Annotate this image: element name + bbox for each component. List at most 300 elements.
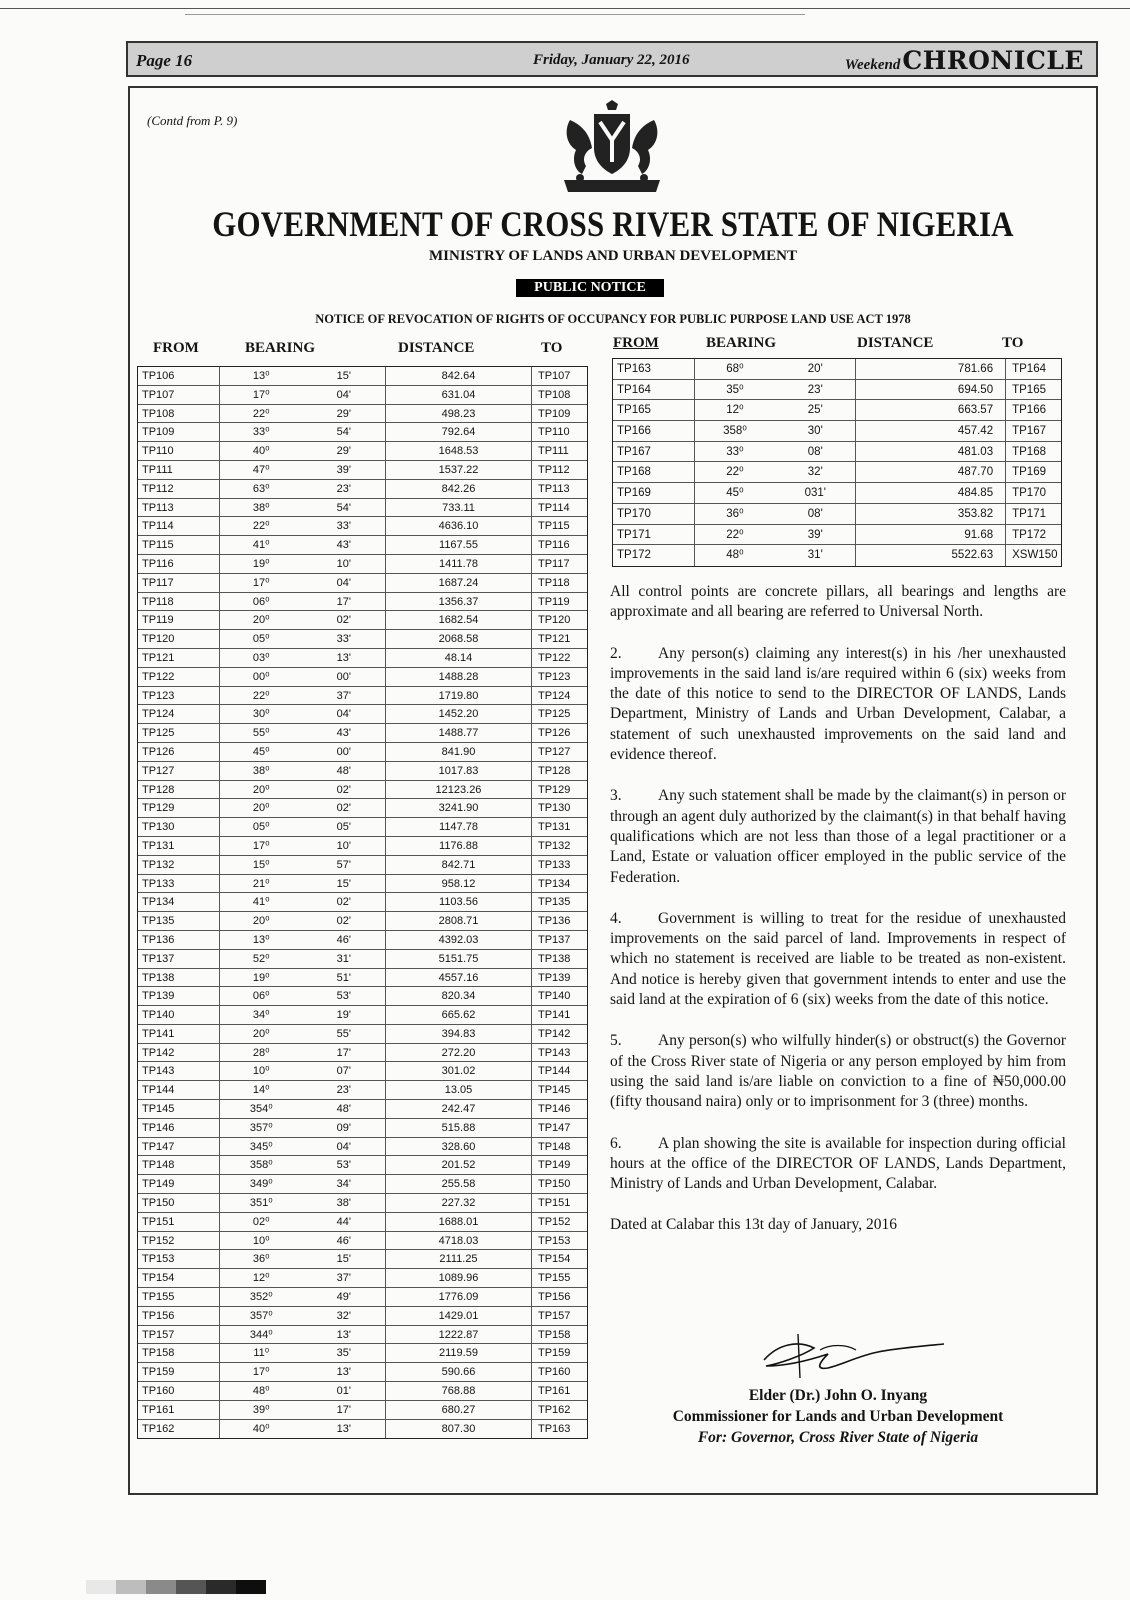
- from-cell: TP148: [138, 1156, 220, 1174]
- table-row: [138, 593, 587, 612]
- bearing-cell: [220, 1420, 386, 1439]
- to-cell: TP158: [538, 1328, 571, 1341]
- to-cell: TP170: [1012, 487, 1046, 500]
- table-row: [138, 987, 587, 1006]
- bearing-minutes: 31': [807, 549, 823, 562]
- bearing-degrees: 05⁰: [252, 821, 270, 834]
- to-cell: TP119: [538, 595, 570, 608]
- distance-cell: 1089.96: [386, 1269, 532, 1287]
- to-cell: TP135: [538, 896, 571, 909]
- from-cell: TP169: [613, 483, 695, 503]
- distance-cell: 12123.26: [386, 781, 532, 799]
- distance-cell: 733.11: [386, 499, 532, 517]
- bearing-degrees: 357⁰: [249, 1309, 273, 1322]
- bearing-degrees: 349⁰: [249, 1178, 273, 1191]
- from-cell: TP166: [613, 421, 695, 441]
- bearing-degrees: 19⁰: [252, 557, 270, 570]
- from-cell: TP114: [138, 517, 220, 535]
- bearing-degrees: 40⁰: [252, 1422, 270, 1435]
- from-cell: TP111: [138, 461, 220, 479]
- distance-cell: 301.02: [386, 1062, 532, 1080]
- bearing-degrees: 38⁰: [252, 764, 270, 777]
- right-col-to: TO: [1002, 335, 1024, 351]
- bearing-degrees: 06⁰: [252, 990, 270, 1003]
- table-row: [138, 574, 587, 593]
- bearing-cell: [220, 687, 386, 705]
- table-row: [138, 743, 587, 762]
- table-row: [138, 799, 587, 818]
- table-row: [138, 461, 587, 480]
- left-col-from: FROM: [153, 340, 199, 356]
- bearing-minutes: 02': [336, 783, 351, 796]
- bearing-cell: [220, 461, 386, 479]
- to-cell: TP133: [538, 858, 571, 871]
- to-cell: TP108: [538, 388, 571, 401]
- bearing-cell: [695, 442, 857, 462]
- distance-cell: 3241.90: [386, 799, 532, 817]
- bearing-minutes: 08': [807, 507, 823, 520]
- to-cell: TP111: [538, 445, 569, 458]
- table-row: [138, 499, 587, 518]
- to-cell: TP164: [1012, 363, 1046, 375]
- bearing-cell: [220, 987, 386, 1005]
- from-cell: TP162: [138, 1420, 220, 1439]
- table-row: [138, 1344, 587, 1363]
- from-cell: TP149: [138, 1175, 220, 1193]
- from-cell: TP156: [138, 1307, 220, 1325]
- left-survey-table: [137, 366, 588, 1439]
- bearing-cell: [220, 574, 386, 592]
- distance-cell: 2119.59: [386, 1344, 532, 1362]
- to-cell: TP137: [538, 933, 571, 946]
- bearing-degrees: 22⁰: [252, 520, 270, 533]
- bearing-minutes: 02': [336, 915, 351, 928]
- bearing-minutes: 53': [336, 1159, 351, 1172]
- table-row: [138, 893, 587, 912]
- bearing-minutes: 04': [336, 1140, 351, 1153]
- bearing-minutes: 04': [336, 708, 351, 721]
- distance-cell: 515.88: [386, 1119, 532, 1137]
- to-cell: TP107: [538, 370, 571, 382]
- bearing-degrees: 21⁰: [252, 877, 270, 890]
- from-cell: TP128: [138, 781, 220, 799]
- from-cell: TP107: [138, 386, 220, 404]
- bearing-degrees: 22⁰: [726, 466, 744, 479]
- table-row: [138, 1363, 587, 1382]
- from-cell: TP123: [138, 687, 220, 705]
- bearing-cell: [220, 1156, 386, 1174]
- bearing-degrees: 36⁰: [726, 507, 744, 520]
- bearing-cell: [220, 442, 386, 460]
- table-row: [138, 1044, 587, 1063]
- bearing-cell: [220, 1081, 386, 1099]
- table-row: [138, 1250, 587, 1269]
- from-cell: TP108: [138, 405, 220, 423]
- ministry-name: MINISTRY OF LANDS AND URBAN DEVELOPMENT: [429, 248, 797, 264]
- from-cell: TP159: [138, 1363, 220, 1381]
- bearing-degrees: 22⁰: [252, 407, 270, 420]
- to-cell: TP138: [538, 952, 571, 965]
- from-cell: TP134: [138, 893, 220, 911]
- distance-cell: 91.68: [856, 525, 1006, 545]
- bearing-cell: [695, 504, 857, 524]
- distance-cell: 1176.88: [386, 837, 532, 855]
- from-cell: TP144: [138, 1081, 220, 1099]
- signature-block: [610, 1385, 1066, 1448]
- to-cell: TP123: [538, 670, 571, 683]
- bearing-minutes: 43': [336, 539, 351, 552]
- bearing-minutes: 08': [807, 445, 823, 458]
- table-row: [138, 1382, 587, 1401]
- bearing-minutes: 10': [336, 557, 351, 570]
- paragraph-4-text: Government is willing to treat for the residue of unexhausted improvements on the said parcel of land. Improvements in respect of which no statement is received are liable to be treated as non-existent. And notice is hereby given that government intends to enter and use the said land at the expiration of 6 (six) weeks from the date of this notice.: [610, 909, 1066, 1009]
- table-row: [138, 705, 587, 724]
- distance-cell: 353.82: [856, 504, 1006, 524]
- bearing-degrees: 20⁰: [252, 614, 270, 627]
- from-cell: TP164: [613, 380, 695, 400]
- from-cell: TP172: [613, 545, 695, 566]
- bearing-cell: [220, 630, 386, 648]
- bearing-cell: [220, 969, 386, 987]
- bearing-cell: [220, 912, 386, 930]
- from-cell: TP160: [138, 1382, 220, 1400]
- bearing-cell: [220, 893, 386, 911]
- table-row: [613, 545, 1061, 566]
- table-row: [138, 1307, 587, 1326]
- bearing-cell: [695, 380, 857, 400]
- from-cell: TP126: [138, 743, 220, 761]
- from-cell: TP135: [138, 912, 220, 930]
- bearing-minutes: 37': [336, 689, 351, 702]
- bearing-degrees: 11⁰: [253, 1347, 270, 1360]
- from-cell: TP125: [138, 724, 220, 742]
- table-row: [138, 856, 587, 875]
- from-cell: TP127: [138, 762, 220, 780]
- to-cell: TP151: [538, 1197, 571, 1210]
- table-row: [613, 525, 1061, 546]
- table-row: [138, 950, 587, 969]
- distance-cell: 394.83: [386, 1025, 532, 1043]
- bearing-degrees: 22⁰: [252, 689, 270, 702]
- from-cell: TP121: [138, 649, 220, 667]
- bearing-degrees: 45⁰: [726, 487, 744, 500]
- masthead-prefix: Weekend: [844, 57, 901, 73]
- table-row: [138, 818, 587, 837]
- from-cell: TP132: [138, 856, 220, 874]
- table-row: [138, 555, 587, 574]
- bearing-cell: [695, 400, 857, 420]
- to-cell: TP120: [538, 614, 571, 627]
- bearing-degrees: 48⁰: [252, 1385, 270, 1398]
- paragraph-6-text: A plan showing the site is available for inspection during official hours at the office of the DIRECTOR OF LANDS, Lands Department, Ministry of Lands and Urban Development, Calabar.: [610, 1134, 1066, 1193]
- newspaper-header-bar: [126, 41, 1098, 77]
- bearing-minutes: 07': [336, 1065, 351, 1078]
- distance-cell: 1648.53: [386, 442, 532, 460]
- bearing-cell: [220, 593, 386, 611]
- to-cell: TP144: [538, 1065, 571, 1078]
- to-cell: TP159: [538, 1347, 571, 1360]
- bearing-minutes: 00': [336, 670, 351, 683]
- distance-cell: 680.27: [386, 1401, 532, 1419]
- table-row: [613, 400, 1061, 421]
- table-row: [138, 969, 587, 988]
- bearing-minutes: 031': [804, 487, 826, 500]
- bearing-cell: [695, 483, 857, 503]
- distance-cell: 1687.24: [386, 574, 532, 592]
- from-cell: TP141: [138, 1025, 220, 1043]
- to-cell: TP153: [538, 1234, 571, 1247]
- paragraph-4: [610, 909, 1066, 1010]
- from-cell: TP133: [138, 875, 220, 893]
- distance-cell: 4557.16: [386, 969, 532, 987]
- bearing-degrees: 12⁰: [726, 404, 744, 417]
- bearing-degrees: 13⁰: [252, 933, 270, 946]
- to-cell: TP169: [1012, 466, 1046, 479]
- bearing-minutes: 05': [336, 821, 351, 834]
- from-cell: TP146: [138, 1119, 220, 1137]
- bearing-cell: [220, 724, 386, 742]
- bearing-minutes: 38': [336, 1197, 351, 1210]
- from-cell: TP161: [138, 1401, 220, 1419]
- paragraph-5: [610, 1031, 1066, 1112]
- to-cell: TP155: [538, 1272, 571, 1285]
- bearing-minutes: 10': [336, 839, 351, 852]
- bearing-minutes: 33': [336, 520, 351, 533]
- distance-cell: 1167.55: [386, 536, 532, 554]
- bearing-minutes: 54': [336, 501, 351, 514]
- to-cell: TP112: [538, 463, 570, 476]
- bearing-degrees: 00⁰: [252, 670, 270, 683]
- table-row: [138, 1081, 587, 1100]
- table-row: [138, 517, 587, 536]
- to-cell: TP172: [1012, 528, 1046, 541]
- table-row: [138, 1326, 587, 1345]
- table-row: [138, 442, 587, 461]
- bearing-minutes: 20': [807, 363, 823, 375]
- distance-cell: 842.26: [386, 480, 532, 498]
- bearing-minutes: 34': [336, 1178, 351, 1191]
- bearing-minutes: 33': [336, 633, 351, 646]
- distance-cell: 328.60: [386, 1138, 532, 1156]
- distance-cell: 2068.58: [386, 630, 532, 648]
- to-cell: TP152: [538, 1215, 571, 1228]
- bearing-minutes: 23': [336, 1084, 351, 1097]
- from-cell: TP115: [138, 536, 220, 554]
- notice-body: [610, 582, 1066, 1257]
- signer-on-behalf: For: Governor, Cross River State of Nigeria: [697, 1429, 979, 1446]
- distance-cell: 1429.01: [386, 1307, 532, 1325]
- bearing-cell: [220, 1250, 386, 1268]
- bearing-degrees: 22⁰: [726, 528, 744, 541]
- distance-cell: 1488.28: [386, 668, 532, 686]
- table-row: [138, 1156, 587, 1175]
- bearing-degrees: 352⁰: [249, 1291, 273, 1304]
- distance-cell: 4718.03: [386, 1232, 532, 1250]
- from-cell: TP106: [138, 367, 220, 385]
- right-col-from: FROM: [613, 335, 659, 351]
- bearing-minutes: 44': [336, 1215, 351, 1228]
- from-cell: TP151: [138, 1213, 220, 1231]
- from-cell: TP168: [613, 462, 695, 482]
- from-cell: TP150: [138, 1194, 220, 1212]
- bearing-degrees: 39⁰: [252, 1403, 270, 1416]
- page-top-rule: [0, 8, 1130, 9]
- from-cell: TP112: [138, 480, 220, 498]
- distance-cell: 958.12: [386, 875, 532, 893]
- bearing-degrees: 41⁰: [252, 539, 270, 552]
- bearing-degrees: 358⁰: [723, 425, 747, 438]
- distance-cell: 807.30: [386, 1420, 532, 1439]
- bearing-cell: [220, 405, 386, 423]
- from-cell: TP119: [138, 611, 220, 629]
- table-row: [613, 359, 1061, 380]
- to-cell: TP125: [538, 708, 571, 721]
- distance-cell: 1776.09: [386, 1288, 532, 1306]
- distance-cell: 820.34: [386, 987, 532, 1005]
- bearing-minutes: 49': [336, 1291, 351, 1304]
- table-row: [138, 1401, 587, 1420]
- coat-of-arms-icon: [556, 100, 668, 196]
- from-cell: TP143: [138, 1062, 220, 1080]
- bearing-minutes: 39': [336, 463, 351, 476]
- table-row: [138, 837, 587, 856]
- bearing-minutes: 29': [336, 445, 351, 458]
- bearing-minutes: 00': [336, 745, 351, 758]
- to-cell: TP121: [538, 633, 571, 646]
- to-cell: TP113: [538, 482, 570, 495]
- table-row: [138, 1119, 587, 1138]
- from-cell: TP147: [138, 1138, 220, 1156]
- government-title: GOVERNMENT OF CROSS RIVER STATE OF NIGERIA: [212, 204, 1014, 244]
- issue-date: Friday, January 22, 2016: [533, 52, 690, 68]
- table-row: [138, 781, 587, 800]
- to-cell: TP162: [538, 1403, 571, 1416]
- left-col-to: TO: [541, 340, 563, 356]
- table-row: [138, 762, 587, 781]
- from-cell: TP118: [138, 593, 220, 611]
- bearing-cell: [220, 386, 386, 404]
- distance-cell: 5522.63: [856, 545, 1006, 566]
- bearing-minutes: 55': [336, 1027, 351, 1040]
- bearing-degrees: 05⁰: [252, 633, 270, 646]
- from-cell: TP171: [613, 525, 695, 545]
- from-cell: TP139: [138, 987, 220, 1005]
- bearing-cell: [220, 875, 386, 893]
- bearing-cell: [220, 1062, 386, 1080]
- bearing-degrees: 35⁰: [726, 383, 744, 396]
- notice-subtitle: NOTICE OF REVOCATION OF RIGHTS OF OCCUPANCY FOR PUBLIC PURPOSE LAND USE ACT 1978: [315, 312, 911, 326]
- right-col-distance: DISTANCE: [857, 335, 934, 351]
- distance-cell: 781.66: [856, 359, 1006, 379]
- table-row: [138, 1420, 587, 1439]
- masthead-name: CHRONICLE: [902, 46, 1084, 75]
- from-cell: TP137: [138, 950, 220, 968]
- table-row: [613, 504, 1061, 525]
- to-cell: TP154: [538, 1253, 571, 1266]
- bearing-minutes: 13': [336, 651, 351, 664]
- distance-cell: 457.42: [856, 421, 1006, 441]
- paragraph-2: [610, 644, 1066, 766]
- bearing-minutes: 19': [336, 1009, 351, 1022]
- to-cell: TP157: [538, 1309, 571, 1322]
- bearing-minutes: 39': [807, 528, 823, 541]
- bearing-cell: [220, 1119, 386, 1137]
- from-cell: TP122: [138, 668, 220, 686]
- bearing-degrees: 02⁰: [252, 1215, 270, 1228]
- table-row: [138, 724, 587, 743]
- bearing-cell: [220, 1269, 386, 1287]
- bearing-minutes: 13': [336, 1366, 351, 1379]
- distance-cell: 694.50: [856, 380, 1006, 400]
- bearing-degrees: 17⁰: [252, 388, 270, 401]
- bearing-cell: [695, 421, 857, 441]
- bearing-minutes: 17': [336, 595, 351, 608]
- from-cell: TP116: [138, 555, 220, 573]
- table-row: [138, 1175, 587, 1194]
- paragraph-2-text: Any person(s) claiming any interest(s) in his /her unexhausted improvements in the said land is/are required within 6 (six) weeks from the date of this notice to send to the DIRECTOR OF LANDS, Lands Department, Ministry of Lands and Urban Development, Calabar, a statement of such unexhausted improvements on the said land and evidence thereof.: [610, 644, 1066, 764]
- distance-cell: 13.05: [386, 1081, 532, 1099]
- table-row: [138, 1213, 587, 1232]
- bearing-degrees: 17⁰: [252, 1366, 270, 1379]
- distance-cell: 272.20: [386, 1044, 532, 1062]
- distance-cell: 1356.37: [386, 593, 532, 611]
- bearing-cell: [220, 517, 386, 535]
- bearing-cell: [220, 1138, 386, 1156]
- from-cell: TP113: [138, 499, 220, 517]
- bearing-degrees: 354⁰: [249, 1103, 273, 1116]
- to-cell: XSW150: [1012, 549, 1058, 562]
- bearing-cell: [220, 743, 386, 761]
- right-survey-table: [612, 358, 1062, 567]
- distance-cell: 484.85: [856, 483, 1006, 503]
- bearing-cell: [220, 1194, 386, 1212]
- distance-cell: 481.03: [856, 442, 1006, 462]
- table-row: [138, 1138, 587, 1157]
- to-cell: TP109: [538, 407, 571, 420]
- distance-cell: 255.58: [386, 1175, 532, 1193]
- bearing-minutes: 48': [336, 764, 351, 777]
- distance-cell: 792.64: [386, 423, 532, 441]
- distance-cell: 1017.83: [386, 762, 532, 780]
- bearing-degrees: 63⁰: [252, 482, 270, 495]
- bearing-minutes: 23': [807, 383, 823, 396]
- bearing-degrees: 52⁰: [252, 952, 270, 965]
- bearing-degrees: 28⁰: [252, 1046, 270, 1059]
- bearing-degrees: 10⁰: [252, 1065, 270, 1078]
- bearing-cell: [220, 1006, 386, 1024]
- table-row: [613, 421, 1061, 442]
- bearing-degrees: 12⁰: [252, 1272, 270, 1285]
- bearing-cell: [220, 499, 386, 517]
- masthead: [845, 46, 1084, 75]
- from-cell: TP153: [138, 1250, 220, 1268]
- bearing-cell: [220, 1326, 386, 1344]
- to-cell: TP117: [538, 557, 570, 570]
- from-cell: TP165: [613, 400, 695, 420]
- bearing-cell: [695, 525, 857, 545]
- bearing-degrees: 20⁰: [252, 802, 270, 815]
- bearing-minutes: 15': [336, 1253, 351, 1266]
- from-cell: TP130: [138, 818, 220, 836]
- bearing-degrees: 351⁰: [249, 1197, 273, 1210]
- bearing-degrees: 357⁰: [249, 1121, 273, 1134]
- bearing-cell: [220, 1363, 386, 1381]
- bearing-cell: [220, 1307, 386, 1325]
- to-cell: TP146: [538, 1103, 571, 1116]
- bearing-minutes: 02': [336, 802, 351, 815]
- bearing-degrees: 33⁰: [252, 426, 270, 439]
- from-cell: TP167: [613, 442, 695, 462]
